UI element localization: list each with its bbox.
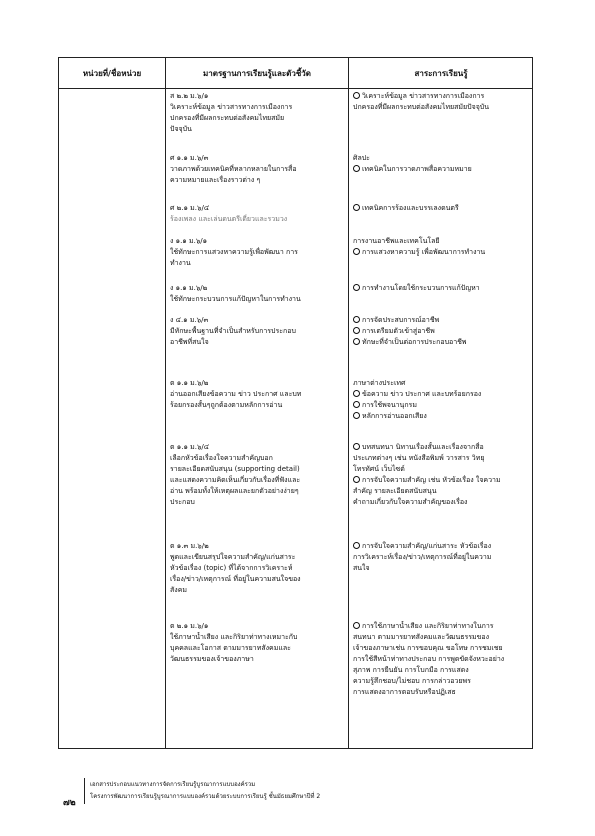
content-text: ทักษะที่จำเป็นต่อการประกอบอาชีพ	[353, 337, 529, 348]
standard-text: ความหมายและเรื่องราวต่าง ๆ	[170, 176, 261, 184]
standard-block	[170, 621, 346, 665]
standard-code: ศ ๒.๑ ม.๖/๔	[170, 204, 210, 212]
standard-text: ปัจจุบัน	[170, 125, 192, 133]
curriculum-table	[58, 57, 533, 749]
standard-block	[170, 203, 346, 225]
content-text: การจับใจความสำคัญ เช่น หัวข้อเรื่อง ใจความ	[353, 475, 529, 486]
content-text: การวิเคราะห์เรื่อง/ข่าว/เหตุการณ์ที่อยู่ในความ	[353, 553, 492, 561]
standard-block	[170, 236, 346, 269]
circle-bullet-icon	[353, 622, 360, 629]
content-text: โทรทัศน์ เว็บไซต์	[353, 465, 405, 473]
content-block	[353, 378, 529, 422]
standard-block	[170, 541, 346, 596]
standard-code: ต ๒.๑ ม.๖/๑	[170, 622, 209, 630]
content-block	[353, 315, 529, 348]
standard-text: อ่าน พร้อมทั้งให้เหตุผลและยกตัวอย่างง่ายๆ	[170, 487, 299, 495]
content-block	[353, 541, 529, 574]
circle-bullet-icon	[353, 390, 360, 397]
header-standards: มาตรฐานการเรียนรู้และตัวชี้วัด	[203, 68, 311, 78]
content-text: การจัดประสบการณ์อาชีพ	[353, 315, 529, 326]
standard-code: ต ๑.๑ ม.๖/๒	[170, 379, 209, 387]
standard-code: ต ๑.๑ ม.๖/๔	[170, 443, 210, 451]
content-heading: ศิลปะ	[353, 154, 370, 162]
circle-bullet-icon	[353, 338, 360, 345]
standard-text: ปกครองที่มีผลกระทบต่อสังคมไทยสมัย	[170, 114, 285, 122]
column-divider	[348, 58, 349, 748]
standard-code: ง ๑.๑ ม.๖/๒	[170, 284, 208, 292]
standard-text: หัวข้อเรื่อง (topic) ที่ได้จากการวิเคราะห์	[170, 564, 293, 572]
circle-bullet-icon	[353, 412, 360, 419]
standard-text: ใช้ภาษาน้ำเสียง และกิริยาท่าทางเหมาะกับ	[170, 633, 298, 641]
standard-block	[170, 315, 346, 348]
content-text: หลักการอ่านออกเสียง	[353, 411, 529, 422]
header-divider	[59, 88, 532, 89]
content-text: บทสนทนา นิทานเรื่องสั้นและเรื่องจากสื่อ	[353, 442, 529, 453]
standard-code: ง ๔.๑ ม.๖/๓	[170, 316, 209, 324]
standard-text: วัฒนธรรมของเจ้าของภาษา	[170, 655, 254, 663]
standard-text: ทำงาน	[170, 259, 191, 267]
circle-bullet-icon	[353, 92, 360, 99]
standard-text: อาชีพที่สนใจ	[170, 338, 209, 346]
circle-bullet-icon	[353, 284, 360, 291]
standard-block	[170, 153, 346, 186]
content-block	[353, 283, 529, 294]
standard-code: ศ ๑.๑ ม.๖/๓	[170, 154, 209, 162]
header-content: สาระการเรียนรู้	[414, 68, 468, 78]
circle-bullet-icon	[353, 542, 360, 549]
content-text: การใช้สีหน้าท่าทางประกอบ การพูดขัดจังหวะอย่าง	[353, 655, 505, 663]
content-text: การจับใจความสำคัญ/แก่นสาระ หัวข้อเรื่อง	[353, 541, 529, 552]
content-text: การแสวงหาความรู้ เพื่อพัฒนาการทำงาน	[353, 247, 529, 258]
standard-block	[170, 283, 346, 305]
standard-text: อ่านออกเสียงข้อความ ข่าว ประกาศ และบท	[170, 390, 302, 398]
standard-block	[170, 91, 346, 135]
standard-text: ร้องเพลง และเล่นดนตรีเดี่ยวและรวมวง	[170, 215, 288, 223]
standard-code: ง ๑.๑ ม.๖/๑	[170, 237, 208, 245]
circle-bullet-icon	[353, 248, 360, 255]
content-text: การแสดงอาการตอบรับหรือปฏิเสธ	[353, 688, 456, 696]
content-text: การใช้ภาษาน้ำเสียง และกิริยาท่าทางในการ	[353, 621, 529, 632]
content-text: การเตรียมตัวเข้าสู่อาชีพ	[353, 326, 529, 337]
standard-text: สังคม	[170, 586, 187, 594]
content-text: ข้อความ ข่าว ประกาศ และบทร้อยกรอง	[353, 389, 529, 400]
content-heading: ภาษาต่างประเทศ	[353, 379, 406, 387]
column-divider	[165, 58, 166, 748]
standard-text: และแสดงความคิดเห็นเกี่ยวกับเรื่องที่ฟังและ	[170, 476, 301, 484]
standard-text: พูดและเขียนสรุปใจความสำคัญ/แก่นสาระ	[170, 553, 296, 561]
content-text: สำคัญ รายละเอียดสนับสนุน	[353, 487, 437, 495]
standard-text: บุคคลและโอกาส ตามมารยาทสังคมและ	[170, 644, 291, 652]
content-text: คำถามเกี่ยวกับใจความสำคัญของเรื่อง	[353, 498, 468, 506]
circle-bullet-icon	[353, 165, 360, 172]
standard-text: วิเคราะห์ข้อมูล ข่าวสารทางการเมืองการ	[170, 103, 293, 111]
content-text: เทคนิคในการวาดภาพสื่อความหมาย	[353, 164, 529, 175]
content-text: วิเคราะห์ข้อมูล ข่าวสารทางการเมืองการ	[353, 91, 529, 102]
standard-text: เลือกหัวข้อเรื่องใจความสำคัญบอก	[170, 454, 273, 462]
circle-bullet-icon	[353, 204, 360, 211]
content-block	[353, 91, 529, 113]
content-block	[353, 236, 529, 258]
content-text: ประเภทต่างๆ เช่น หนังสือพิมพ์ วารสาร วิทยุ	[353, 454, 485, 462]
standard-code: ส ๒.๒ ม.๖/๑	[170, 92, 209, 100]
footer-line-1: เอกสารประกอบแนวทางการจัดการเรียนรู้บูรณาการแบบองค์รวม	[90, 781, 256, 788]
content-text: เจ้าของภาษาเช่น การขอบคุณ ขอโทษ การชมเชย	[353, 644, 503, 652]
content-text: การใช้พจนานุกรม	[353, 400, 529, 411]
standard-text: รายละเอียดสนับสนุน (supporting detail)	[170, 465, 300, 473]
standard-text: ประกอบ	[170, 498, 195, 506]
standard-block	[170, 378, 346, 411]
circle-bullet-icon	[353, 327, 360, 334]
standard-text: ใช้ทักษะการแสวงหาความรู้เพื่อพัฒนา การ	[170, 248, 298, 256]
standard-block	[170, 442, 346, 508]
standard-text: เรื่อง/ข่าว/เหตุการณ์ ที่อยู่ในความสนใจของ	[170, 575, 301, 583]
page-number: ๗๒	[63, 798, 76, 808]
content-block	[353, 203, 529, 214]
footer-divider	[84, 778, 85, 804]
content-text: สนใจ	[353, 564, 370, 572]
content-text: เทคนิคการร้องและบรรเลงดนตรี	[353, 203, 529, 214]
standard-text: ใช้ทักษะกระบวนการแก้ปัญหาในการทำงาน	[170, 295, 301, 303]
content-text: สุภาพ การยืนยัน การโบกมือ การแสดง	[353, 666, 469, 674]
header-unit: หน่วยที่/ชื่อหน่วย	[82, 68, 142, 78]
circle-bullet-icon	[353, 316, 360, 323]
content-text: ปกครองที่มีผลกระทบต่อสังคมไทยสมัยปัจจุบัน	[353, 103, 490, 111]
content-block	[353, 621, 529, 698]
content-text: ความรู้สึกชอบ/ไม่ชอบ การกล่าวอวยพร	[353, 677, 471, 685]
circle-bullet-icon	[353, 476, 360, 483]
circle-bullet-icon	[353, 443, 360, 450]
standard-code: ต ๑.๓ ม.๖/๒	[170, 542, 209, 550]
standard-text: ร้อยกรองสั้นๆถูกต้องตามหลักการอ่าน	[170, 401, 283, 409]
content-heading: การงานอาชีพและเทคโนโลยี	[353, 237, 440, 245]
circle-bullet-icon	[353, 401, 360, 408]
content-block	[353, 153, 529, 175]
content-text: การทำงานโดยใช้กระบวนการแก้ปัญหา	[353, 283, 529, 294]
content-text: สนทนา ตามมารยาทสังคมและวัฒนธรรมของ	[353, 633, 490, 641]
standard-text: วาดภาพด้วยเทคนิคที่หลากหลายในการสื่อ	[170, 165, 297, 173]
content-block	[353, 442, 529, 508]
standard-text: มีทักษะพื้นฐานที่จำเป็นสำหรับการประกอบ	[170, 327, 296, 335]
footer-line-2: โครงการพัฒนาการเรียนรู้บูรณาการแบบองค์รวมด้วยระบบการเรียนรู้ ชั้นมัธยมศึกษาปีที่ 2	[90, 793, 321, 800]
